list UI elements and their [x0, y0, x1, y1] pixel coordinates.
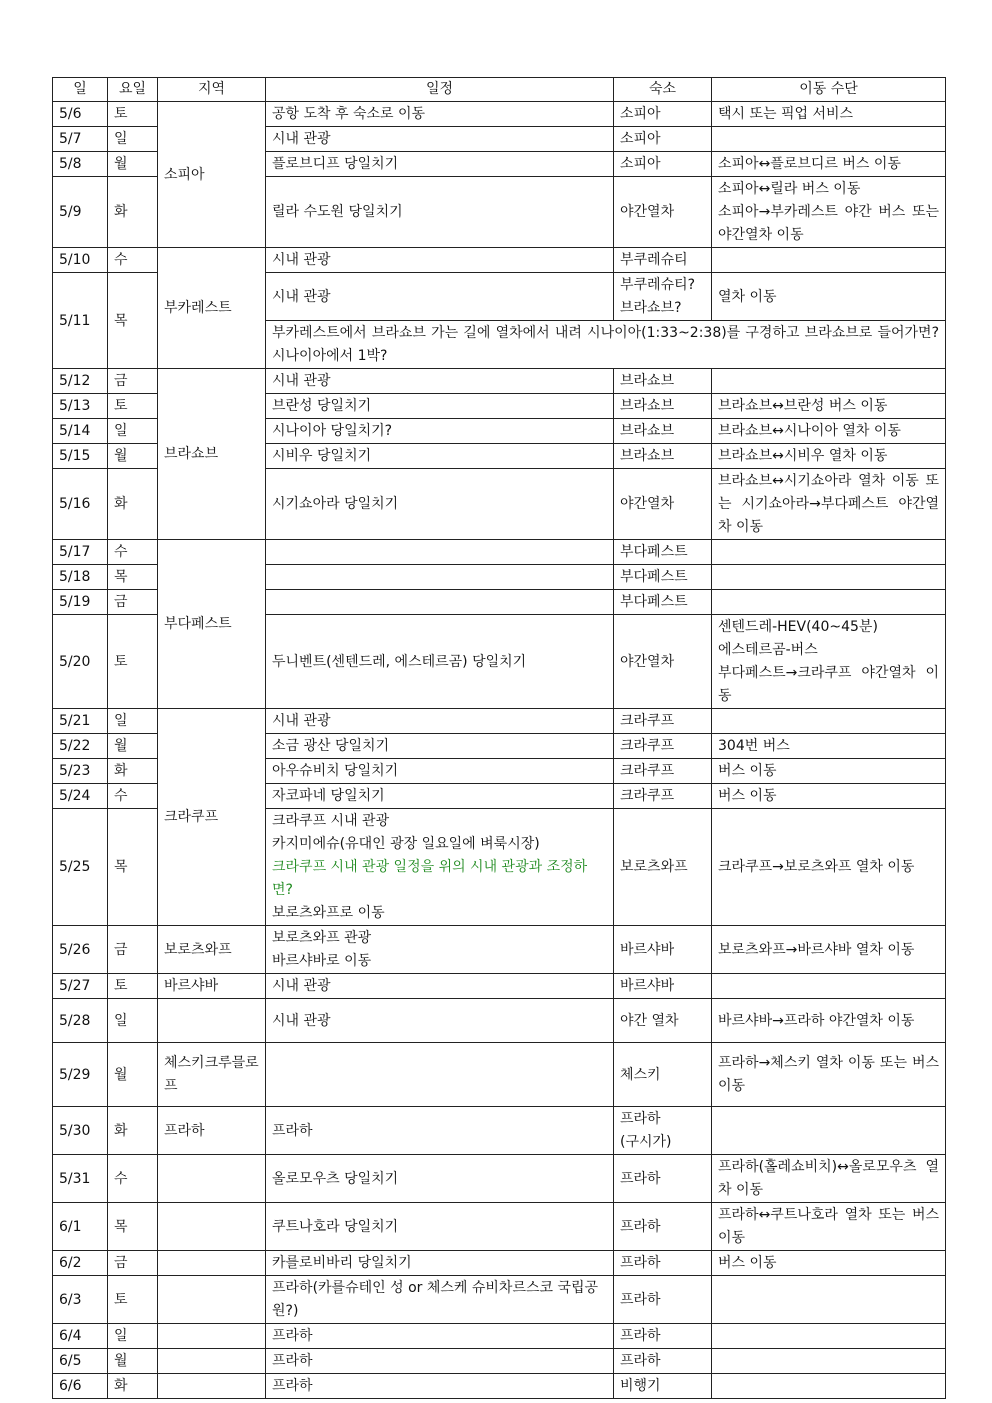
cell-dow: 일 — [108, 1324, 158, 1349]
table-row — [53, 248, 946, 273]
cell-date: 5/29 — [53, 1043, 108, 1107]
cell-region — [158, 999, 266, 1043]
cell-line: 브라쇼브 — [620, 373, 675, 389]
cell-stay — [614, 127, 712, 152]
cell-stay — [614, 565, 712, 590]
cell-date: 5/12 — [53, 369, 108, 394]
cell-stay — [614, 177, 712, 248]
header-plan: 일정 — [266, 78, 614, 102]
cell-line: 시내 관광 — [272, 288, 331, 305]
cell-plan — [266, 248, 614, 273]
cell-transport — [712, 1155, 946, 1203]
cell-line: 프라하(카를슈테인 성 or 체스케 슈비차르스코 국립공원?) — [272, 1280, 599, 1319]
cell-line: 부쿠레슈티 — [620, 252, 688, 268]
cell-dow: 일 — [108, 419, 158, 444]
cell-dow: 월 — [108, 444, 158, 469]
cell-transport — [712, 590, 946, 615]
cell-date: 5/6 — [53, 102, 108, 127]
cell-date: 5/8 — [53, 152, 108, 177]
cell-dow: 토 — [108, 974, 158, 999]
cell-transport — [712, 1203, 946, 1251]
cell-transport — [712, 1349, 946, 1374]
cell-plan — [266, 444, 614, 469]
cell-line: 브라쇼브? — [620, 300, 682, 316]
cell-dow: 토 — [108, 102, 158, 127]
cell-line: 부다페스트 — [620, 594, 688, 610]
cell-line: 두니벤트(센텐드레, 에스테르곰) 당일치기 — [272, 653, 527, 670]
cell-region — [158, 1203, 266, 1251]
cell-line: 프라하 — [620, 1328, 661, 1344]
cell-dow: 화 — [108, 759, 158, 784]
cell-transport — [712, 759, 946, 784]
cell-line: 체스키 — [620, 1066, 661, 1083]
cell-line: (구시가) — [620, 1134, 672, 1150]
cell-transport — [712, 709, 946, 734]
cell-stay — [614, 369, 712, 394]
table-row — [53, 1203, 946, 1251]
cell-stay — [614, 809, 712, 926]
cell-line: 소피아→부카레스트 야간 버스 또는 야간열차 이동 — [718, 204, 939, 243]
cell-stay — [614, 999, 712, 1043]
cell-stay — [614, 1251, 712, 1276]
cell-region: 부카레스트 — [158, 248, 266, 369]
cell-plan — [266, 273, 614, 321]
cell-stay — [614, 419, 712, 444]
table-row — [53, 926, 946, 974]
cell-plan — [266, 1276, 614, 1324]
cell-date: 6/4 — [53, 1324, 108, 1349]
cell-line: 열차 이동 — [718, 288, 777, 305]
cell-region — [158, 1251, 266, 1276]
cell-region: 바르샤바 — [158, 974, 266, 999]
cell-line: 프라하→체스키 열차 이동 또는 버스 이동 — [718, 1055, 939, 1094]
cell-plan — [266, 1324, 614, 1349]
cell-stay — [614, 1203, 712, 1251]
cell-dow: 토 — [108, 394, 158, 419]
cell-dow: 금 — [108, 590, 158, 615]
cell-note: 부카레스트에서 브라쇼브 가는 길에 열차에서 내려 시나이아(1:33~2:38)를 구경하고 브라쇼브로 들어가면? 시나이아에서 1박? — [266, 321, 946, 369]
cell-line: 보로츠와프 관광 — [272, 930, 372, 946]
table-row — [53, 102, 946, 127]
cell-dow: 수 — [108, 1155, 158, 1203]
cell-line: 브라쇼브↔시비우 열차 이동 — [718, 448, 888, 464]
cell-line: 버스 이동 — [718, 788, 777, 804]
cell-date: 5/30 — [53, 1107, 108, 1155]
cell-line: 카지미에슈(유대인 광장 일요일에 벼룩시장) — [272, 836, 540, 852]
cell-date: 5/13 — [53, 394, 108, 419]
cell-plan — [266, 152, 614, 177]
cell-date: 5/11 — [53, 273, 108, 369]
cell-dow: 목 — [108, 565, 158, 590]
cell-transport — [712, 540, 946, 565]
cell-stay — [614, 152, 712, 177]
cell-date: 5/20 — [53, 615, 108, 709]
cell-line: 프라하(홀레쇼비치)↔올로모우츠 열차 이동 — [718, 1159, 939, 1198]
cell-line: 에스테르곰-버스 — [718, 642, 818, 658]
cell-date: 5/27 — [53, 974, 108, 999]
cell-line: 시나이아 당일치기? — [272, 423, 393, 439]
cell-dow: 월 — [108, 1043, 158, 1107]
cell-transport — [712, 974, 946, 999]
cell-plan — [266, 1155, 614, 1203]
cell-transport — [712, 565, 946, 590]
cell-plan — [266, 540, 614, 565]
cell-line: 부쿠레슈티? — [620, 277, 696, 293]
cell-line: 프라하 — [620, 1170, 661, 1187]
table-row — [53, 1251, 946, 1276]
header-dow: 요일 — [108, 78, 158, 102]
cell-stay — [614, 394, 712, 419]
cell-date: 6/3 — [53, 1276, 108, 1324]
cell-plan — [266, 369, 614, 394]
table-row — [53, 1276, 946, 1324]
cell-stay — [614, 784, 712, 809]
table-row — [53, 999, 946, 1043]
cell-dow: 화 — [108, 469, 158, 540]
cell-line: 버스 이동 — [718, 1255, 777, 1271]
cell-line: 택시 또는 픽업 서비스 — [718, 106, 854, 122]
cell-date: 6/1 — [53, 1203, 108, 1251]
cell-plan — [266, 394, 614, 419]
cell-date: 6/5 — [53, 1349, 108, 1374]
cell-plan — [266, 709, 614, 734]
cell-line: 소피아 — [620, 131, 661, 147]
cell-transport — [712, 102, 946, 127]
cell-line: 프라하 — [272, 1353, 313, 1369]
cell-stay — [614, 248, 712, 273]
cell-date: 5/17 — [53, 540, 108, 565]
table-row — [53, 709, 946, 734]
cell-stay — [614, 1324, 712, 1349]
cell-date: 5/9 — [53, 177, 108, 248]
cell-line: 바르샤바→프라하 야간열차 이동 — [718, 1012, 915, 1029]
cell-plan — [266, 999, 614, 1043]
cell-plan — [266, 1203, 614, 1251]
table-row — [53, 1107, 946, 1155]
cell-region: 브라쇼브 — [158, 369, 266, 540]
cell-line: 공항 도착 후 숙소로 이동 — [272, 106, 426, 122]
cell-line: 부다페스트 — [620, 569, 688, 585]
itinerary-body — [53, 102, 946, 1399]
cell-dow: 일 — [108, 999, 158, 1043]
header-row — [53, 78, 946, 102]
cell-line: 야간열차 — [620, 496, 675, 512]
cell-line: 프라하 — [620, 1353, 661, 1369]
cell-line: 야간 열차 — [620, 1012, 679, 1029]
cell-line: 릴라 수도원 당일치기 — [272, 204, 403, 220]
cell-transport — [712, 784, 946, 809]
cell-transport — [712, 177, 946, 248]
cell-stay — [614, 1374, 712, 1399]
cell-stay — [614, 102, 712, 127]
cell-line: 소피아↔릴라 버스 이동 — [718, 181, 861, 197]
table-row — [53, 1043, 946, 1107]
cell-line: 카를로비바리 당일치기 — [272, 1255, 412, 1271]
cell-line: 시내 관광 — [272, 131, 331, 147]
header-region: 지역 — [158, 78, 266, 102]
cell-date: 5/14 — [53, 419, 108, 444]
table-row — [53, 974, 946, 999]
cell-transport — [712, 248, 946, 273]
table-row — [53, 540, 946, 565]
cell-transport — [712, 419, 946, 444]
cell-dow: 수 — [108, 784, 158, 809]
cell-transport — [712, 809, 946, 926]
cell-transport — [712, 444, 946, 469]
cell-dow: 목 — [108, 273, 158, 369]
cell-transport — [712, 926, 946, 974]
cell-region — [158, 1155, 266, 1203]
cell-region — [158, 1276, 266, 1324]
cell-dow: 수 — [108, 540, 158, 565]
cell-date: 6/6 — [53, 1374, 108, 1399]
cell-line: 소피아↔플로브디르 버스 이동 — [718, 156, 901, 172]
cell-line: 플로브디프 당일치기 — [272, 156, 399, 172]
cell-stay — [614, 273, 712, 321]
cell-transport — [712, 469, 946, 540]
cell-transport — [712, 1107, 946, 1155]
cell-plan — [266, 1107, 614, 1155]
cell-line: 시기쇼아라 당일치기 — [272, 496, 399, 512]
cell-transport — [712, 1324, 946, 1349]
cell-transport — [712, 615, 946, 709]
cell-line: 비행기 — [620, 1378, 661, 1394]
cell-line: 자코파네 당일치기 — [272, 788, 385, 804]
cell-region: 프라하 — [158, 1107, 266, 1155]
cell-line: 보로츠와프로 이동 — [272, 905, 385, 921]
cell-plan — [266, 926, 614, 974]
cell-region — [158, 1374, 266, 1399]
cell-line: 시내 관광 — [272, 373, 331, 389]
cell-dow: 일 — [108, 709, 158, 734]
cell-line: 304번 버스 — [718, 738, 790, 754]
cell-line: 크라쿠프→보로츠와프 열차 이동 — [718, 859, 915, 875]
cell-stay — [614, 759, 712, 784]
cell-line: 부다페스트 — [620, 544, 688, 560]
cell-line: 프라하 — [620, 1218, 661, 1235]
cell-line: 바르샤바로 이동 — [272, 953, 372, 969]
cell-date: 5/23 — [53, 759, 108, 784]
cell-transport — [712, 369, 946, 394]
cell-dow: 금 — [108, 369, 158, 394]
cell-stay — [614, 709, 712, 734]
cell-transport — [712, 734, 946, 759]
cell-line: 소피아 — [620, 106, 661, 122]
cell-line: 아우슈비치 당일치기 — [272, 763, 399, 779]
header-stay: 숙소 — [614, 78, 712, 102]
cell-line: 프라하 — [620, 1111, 661, 1127]
cell-line: 크라쿠프 — [620, 738, 675, 754]
cell-plan — [266, 1349, 614, 1374]
cell-dow: 금 — [108, 926, 158, 974]
cell-line: 프라하↔쿠트나호라 열차 또는 버스 이동 — [718, 1207, 939, 1246]
cell-dow: 토 — [108, 1276, 158, 1324]
cell-transport — [712, 1374, 946, 1399]
cell-stay — [614, 1043, 712, 1107]
cell-region: 크라쿠프 — [158, 709, 266, 926]
cell-transport — [712, 1251, 946, 1276]
cell-region: 소피아 — [158, 102, 266, 248]
cell-plan — [266, 759, 614, 784]
cell-line: 브라쇼브 — [620, 448, 675, 464]
cell-stay — [614, 1107, 712, 1155]
cell-line: 크라쿠프 — [620, 763, 675, 779]
cell-dow: 일 — [108, 127, 158, 152]
cell-date: 5/22 — [53, 734, 108, 759]
cell-line: 바르샤바 — [620, 941, 675, 958]
cell-plan — [266, 809, 614, 926]
cell-region — [158, 1349, 266, 1374]
cell-stay — [614, 590, 712, 615]
cell-date: 5/19 — [53, 590, 108, 615]
cell-line: 시내 관광 — [272, 978, 331, 994]
cell-dow: 월 — [108, 1349, 158, 1374]
table-row — [53, 369, 946, 394]
cell-line: 브라쇼브↔시나이아 열차 이동 — [718, 423, 901, 439]
cell-line: 브라쇼브 — [620, 398, 675, 414]
cell-region: 보로츠와프 — [158, 926, 266, 974]
cell-transport — [712, 1043, 946, 1107]
cell-line: 시내 관광 — [272, 252, 331, 268]
cell-line: 프라하 — [272, 1328, 313, 1344]
cell-line: 소금 광산 당일치기 — [272, 738, 390, 754]
cell-plan — [266, 127, 614, 152]
cell-stay — [614, 444, 712, 469]
cell-stay — [614, 1349, 712, 1374]
cell-line: 보로츠와프 — [620, 859, 688, 875]
cell-line: 시내 관광 — [272, 1012, 331, 1029]
cell-dow: 화 — [108, 1374, 158, 1399]
cell-plan — [266, 469, 614, 540]
cell-date: 5/21 — [53, 709, 108, 734]
cell-transport — [712, 999, 946, 1043]
cell-date: 5/7 — [53, 127, 108, 152]
cell-region — [158, 1324, 266, 1349]
cell-plan — [266, 565, 614, 590]
cell-date: 5/28 — [53, 999, 108, 1043]
cell-line: 보로츠와프→바르샤바 열차 이동 — [718, 941, 915, 958]
cell-transport — [712, 152, 946, 177]
cell-dow: 월 — [108, 734, 158, 759]
cell-plan — [266, 1043, 614, 1107]
cell-stay — [614, 734, 712, 759]
cell-line: 부다페스트→크라쿠프 야간열차 이동 — [718, 665, 939, 704]
cell-line: 크라쿠프 시내 관광 일정을 위의 시내 관광과 조정하면? — [272, 859, 588, 898]
cell-plan — [266, 1374, 614, 1399]
table-row — [53, 1374, 946, 1399]
cell-line: 브라쇼브↔시기쇼아라 열차 이동 또는 시기쇼아라→부다페스트 야간열차 이동 — [718, 473, 939, 535]
table-row — [53, 1349, 946, 1374]
cell-date: 5/15 — [53, 444, 108, 469]
cell-date: 5/18 — [53, 565, 108, 590]
itinerary-table — [52, 77, 946, 1399]
cell-plan — [266, 615, 614, 709]
cell-region: 부다페스트 — [158, 540, 266, 709]
cell-plan — [266, 784, 614, 809]
cell-dow: 수 — [108, 248, 158, 273]
cell-line: 프라하 — [272, 1122, 313, 1139]
cell-stay — [614, 1155, 712, 1203]
cell-line: 야간열차 — [620, 653, 675, 670]
cell-line: 프라하 — [620, 1255, 661, 1271]
cell-plan — [266, 734, 614, 759]
cell-line: 프라하 — [620, 1291, 661, 1308]
cell-dow: 월 — [108, 152, 158, 177]
cell-line: 센텐드레-HEV(40~45분) — [718, 619, 878, 635]
cell-date: 5/31 — [53, 1155, 108, 1203]
header-date: 일 — [53, 78, 108, 102]
cell-transport — [712, 273, 946, 321]
cell-line: 브라쇼브 — [620, 423, 675, 439]
cell-plan — [266, 974, 614, 999]
table-row — [53, 1155, 946, 1203]
cell-region: 체스키크루믈로프 — [158, 1043, 266, 1107]
cell-stay — [614, 540, 712, 565]
cell-line: 프라하 — [272, 1378, 313, 1394]
cell-stay — [614, 1276, 712, 1324]
cell-transport — [712, 127, 946, 152]
cell-dow: 목 — [108, 809, 158, 926]
cell-line: 쿠트나호라 당일치기 — [272, 1218, 399, 1235]
header-transport: 이동 수단 — [712, 78, 946, 102]
cell-dow: 화 — [108, 177, 158, 248]
cell-line: 크라쿠프 — [620, 788, 675, 804]
cell-dow: 금 — [108, 1251, 158, 1276]
cell-dow: 목 — [108, 1203, 158, 1251]
cell-transport — [712, 394, 946, 419]
cell-plan — [266, 1251, 614, 1276]
cell-stay — [614, 615, 712, 709]
cell-line: 브라쇼브↔브란성 버스 이동 — [718, 398, 888, 414]
cell-date: 5/24 — [53, 784, 108, 809]
cell-dow: 토 — [108, 615, 158, 709]
cell-date: 5/26 — [53, 926, 108, 974]
cell-line: 바르샤바 — [620, 978, 675, 994]
cell-line: 크라쿠프 시내 관광 — [272, 813, 390, 829]
cell-plan — [266, 590, 614, 615]
cell-date: 5/10 — [53, 248, 108, 273]
cell-plan — [266, 177, 614, 248]
cell-date: 5/25 — [53, 809, 108, 926]
cell-line: 버스 이동 — [718, 763, 777, 779]
cell-plan — [266, 419, 614, 444]
cell-line: 시내 관광 — [272, 713, 331, 729]
cell-line: 시비우 당일치기 — [272, 448, 372, 464]
cell-dow: 화 — [108, 1107, 158, 1155]
cell-date: 5/16 — [53, 469, 108, 540]
cell-stay — [614, 469, 712, 540]
cell-transport — [712, 1276, 946, 1324]
table-row — [53, 1324, 946, 1349]
cell-line: 올로모우츠 당일치기 — [272, 1170, 399, 1187]
cell-date: 6/2 — [53, 1251, 108, 1276]
cell-line: 브란성 당일치기 — [272, 398, 372, 414]
cell-line: 크라쿠프 — [620, 713, 675, 729]
cell-line: 소피아 — [620, 156, 661, 172]
cell-stay — [614, 926, 712, 974]
cell-plan — [266, 102, 614, 127]
cell-stay — [614, 974, 712, 999]
cell-line: 야간열차 — [620, 204, 675, 220]
